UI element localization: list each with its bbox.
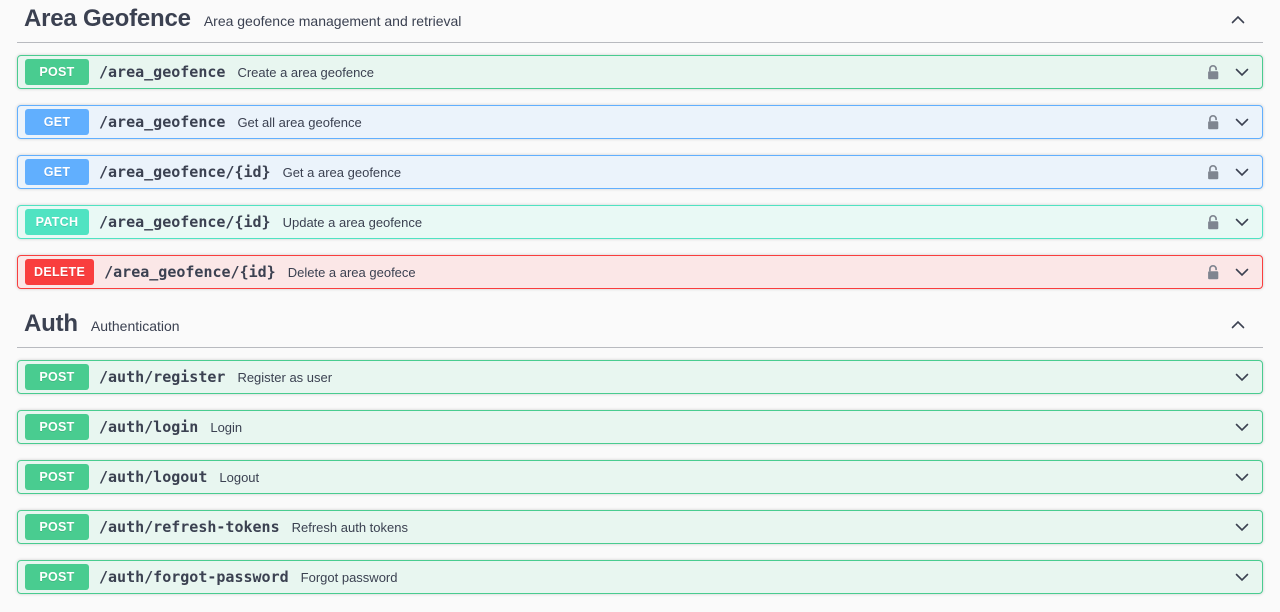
http-method-badge: POST [25, 364, 89, 390]
expand-operation-button[interactable] [1232, 567, 1252, 587]
section-header[interactable] [17, 0, 1263, 34]
operation-list [17, 55, 1263, 289]
operation-row[interactable] [17, 205, 1263, 239]
expand-operation-button[interactable] [1232, 417, 1252, 437]
operation-row[interactable] [17, 155, 1263, 189]
operation-row[interactable] [17, 410, 1263, 444]
expand-operation-button[interactable] [1232, 467, 1252, 487]
operation-row[interactable] [17, 360, 1263, 394]
section-divider [17, 347, 1263, 348]
operation-summary-bar [18, 206, 1262, 238]
http-method-badge: GET [25, 159, 89, 185]
chevron-up-icon [1228, 10, 1248, 30]
operation-summary-bar [18, 361, 1262, 393]
authorize-lock-button[interactable] [1203, 212, 1223, 232]
operation-row[interactable] [17, 560, 1263, 594]
http-method-badge: GET [25, 109, 89, 135]
operation-row[interactable] [17, 55, 1263, 89]
endpoint-summary: Delete a area geofece [287, 264, 416, 280]
section-description: Authentication [90, 318, 180, 334]
expand-operation-button[interactable] [1232, 262, 1252, 282]
chevron-down-icon [1232, 112, 1252, 132]
chevron-down-icon [1232, 467, 1252, 487]
section-collapse-button[interactable] [1228, 10, 1248, 30]
unlocked-padlock-icon [1203, 262, 1223, 282]
section-heading [24, 311, 180, 339]
endpoint-path: /auth/register [99, 368, 226, 386]
section-title[interactable]: Auth [24, 310, 78, 337]
operation-summary-bar [18, 561, 1262, 593]
expand-operation-button[interactable] [1232, 162, 1252, 182]
operation-summary-bar [18, 461, 1262, 493]
chevron-down-icon [1232, 567, 1252, 587]
http-method-badge: POST [25, 464, 89, 490]
unlocked-padlock-icon [1203, 162, 1223, 182]
authorize-lock-button[interactable] [1203, 62, 1223, 82]
endpoint-path: /auth/login [99, 418, 199, 436]
api-tag-section [17, 0, 1263, 289]
api-tag-section [17, 305, 1263, 594]
authorize-lock-button[interactable] [1203, 262, 1223, 282]
endpoint-path: /area_geofence [99, 113, 226, 131]
endpoint-path: /area_geofence [99, 63, 226, 81]
api-sections [17, 0, 1263, 594]
http-method-badge: POST [25, 564, 89, 590]
endpoint-summary: Get a area geofence [282, 164, 402, 180]
expand-operation-button[interactable] [1232, 62, 1252, 82]
expand-operation-button[interactable] [1232, 517, 1252, 537]
expand-operation-button[interactable] [1232, 367, 1252, 387]
section-divider [17, 42, 1263, 43]
endpoint-path: /auth/logout [99, 468, 208, 486]
endpoint-summary: Forgot password [300, 569, 398, 585]
operation-summary-bar [18, 106, 1262, 138]
chevron-down-icon [1232, 162, 1252, 182]
operation-summary-bar [18, 56, 1262, 88]
operation-summary-bar [18, 256, 1262, 288]
operation-summary-bar [18, 156, 1262, 188]
chevron-down-icon [1232, 212, 1252, 232]
operation-summary-bar [18, 411, 1262, 443]
expand-operation-button[interactable] [1232, 212, 1252, 232]
http-method-badge: DELETE [25, 259, 94, 285]
chevron-up-icon [1228, 315, 1248, 335]
operation-row[interactable] [17, 105, 1263, 139]
http-method-badge: POST [25, 414, 89, 440]
endpoint-summary: Logout [219, 469, 260, 485]
chevron-down-icon [1232, 367, 1252, 387]
endpoint-summary: Create a area geofence [237, 64, 375, 80]
chevron-down-icon [1232, 517, 1252, 537]
endpoint-path: /auth/refresh-tokens [99, 518, 280, 536]
operation-row[interactable] [17, 255, 1263, 289]
endpoint-summary: Login [210, 419, 243, 435]
unlocked-padlock-icon [1203, 212, 1223, 232]
operation-summary-bar [18, 511, 1262, 543]
operation-row[interactable] [17, 460, 1263, 494]
endpoint-summary: Register as user [237, 369, 333, 385]
section-description: Area geofence management and retrieval [203, 13, 462, 29]
endpoint-summary: Get all area geofence [237, 114, 362, 130]
authorize-lock-button[interactable] [1203, 112, 1223, 132]
http-method-badge: POST [25, 59, 89, 85]
endpoint-path: /area_geofence/{id} [99, 163, 271, 181]
operation-row[interactable] [17, 510, 1263, 544]
endpoint-summary: Update a area geofence [282, 214, 423, 230]
unlocked-padlock-icon [1203, 112, 1223, 132]
section-collapse-button[interactable] [1228, 315, 1248, 335]
chevron-down-icon [1232, 417, 1252, 437]
endpoint-path: /area_geofence/{id} [99, 213, 271, 231]
authorize-lock-button[interactable] [1203, 162, 1223, 182]
http-method-badge: POST [25, 514, 89, 540]
endpoint-path: /auth/forgot-password [99, 568, 289, 586]
section-title[interactable]: Area Geofence [24, 5, 191, 32]
endpoint-summary: Refresh auth tokens [291, 519, 408, 535]
section-header[interactable] [17, 305, 1263, 339]
unlocked-padlock-icon [1203, 62, 1223, 82]
expand-operation-button[interactable] [1232, 112, 1252, 132]
endpoint-path: /area_geofence/{id} [104, 263, 276, 281]
chevron-down-icon [1232, 62, 1252, 82]
section-heading [24, 6, 461, 34]
chevron-down-icon [1232, 262, 1252, 282]
http-method-badge: PATCH [25, 209, 89, 235]
operation-list [17, 360, 1263, 594]
